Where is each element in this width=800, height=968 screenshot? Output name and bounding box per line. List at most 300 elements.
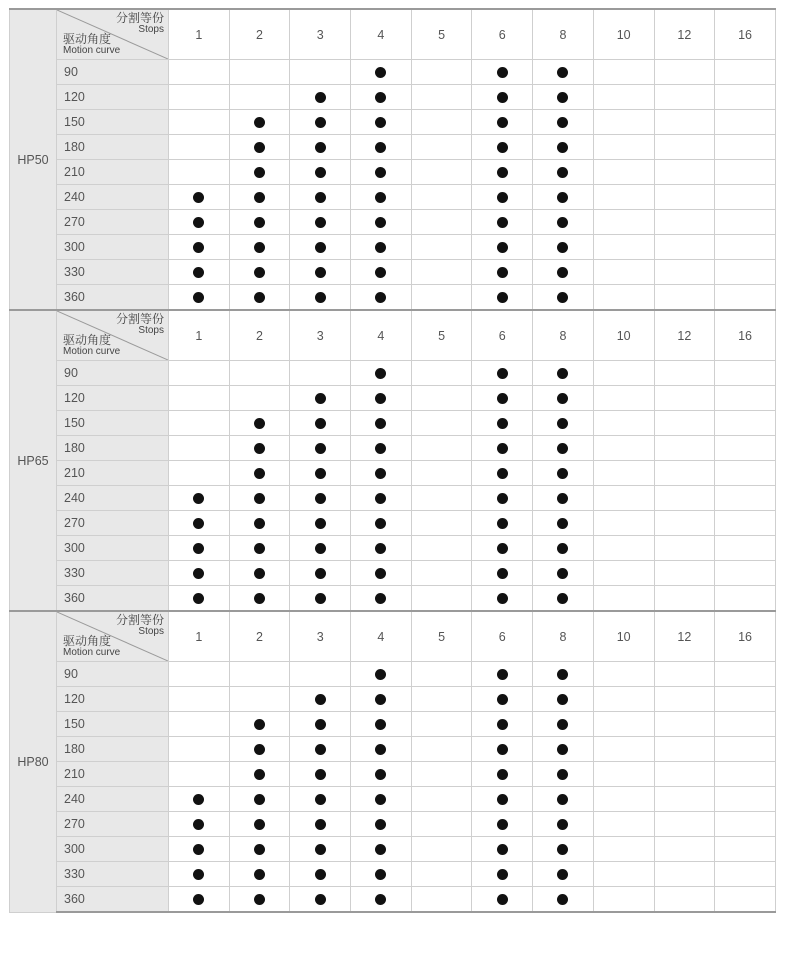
- availability-cell: [169, 135, 230, 160]
- availability-dot-icon: [375, 518, 386, 529]
- availability-dot-icon: [557, 192, 568, 203]
- availability-dot-icon: [557, 769, 568, 780]
- availability-dot-icon: [557, 568, 568, 579]
- availability-dot-icon: [315, 92, 326, 103]
- availability-cell: [290, 712, 351, 737]
- availability-dot-icon: [557, 694, 568, 705]
- motion-angle-label: 150: [57, 110, 169, 135]
- availability-cell: [411, 60, 472, 85]
- availability-cell: [533, 511, 594, 536]
- availability-cell: [472, 687, 533, 712]
- availability-dot-icon: [497, 368, 508, 379]
- availability-dot-icon: [497, 719, 508, 730]
- availability-cell: [472, 712, 533, 737]
- availability-cell: [229, 862, 290, 887]
- availability-dot-icon: [193, 869, 204, 880]
- availability-dot-icon: [497, 819, 508, 830]
- availability-cell: [290, 135, 351, 160]
- availability-cell: [654, 887, 715, 913]
- availability-cell: [654, 687, 715, 712]
- availability-cell: [229, 812, 290, 837]
- availability-cell: [533, 260, 594, 285]
- availability-dot-icon: [557, 167, 568, 178]
- availability-cell: [411, 185, 472, 210]
- availability-dot-icon: [254, 292, 265, 303]
- availability-cell: [533, 812, 594, 837]
- motion-angle-label: 330: [57, 260, 169, 285]
- availability-cell: [169, 737, 230, 762]
- availability-dot-icon: [193, 543, 204, 554]
- availability-cell: [593, 260, 654, 285]
- availability-cell: [169, 787, 230, 812]
- availability-cell: [351, 887, 412, 913]
- motion-curve-label-zh: 驱动角度: [63, 333, 112, 347]
- availability-cell: [169, 812, 230, 837]
- availability-cell: [290, 762, 351, 787]
- availability-cell: [169, 110, 230, 135]
- availability-dot-icon: [497, 869, 508, 880]
- availability-cell: [593, 461, 654, 486]
- availability-cell: [290, 411, 351, 436]
- availability-dot-icon: [557, 493, 568, 504]
- stops-label-en: Stops: [138, 24, 164, 35]
- availability-cell: [654, 235, 715, 260]
- availability-cell: [593, 762, 654, 787]
- stop-count-header: 16: [715, 310, 776, 361]
- availability-cell: [715, 687, 776, 712]
- stop-count-header: 6: [472, 9, 533, 60]
- availability-cell: [290, 235, 351, 260]
- availability-dot-icon: [193, 794, 204, 805]
- availability-cell: [472, 787, 533, 812]
- availability-dot-icon: [375, 468, 386, 479]
- model-label: HP65: [10, 310, 57, 611]
- availability-cell: [351, 862, 412, 887]
- availability-cell: [533, 536, 594, 561]
- availability-cell: [715, 887, 776, 913]
- availability-cell: [411, 260, 472, 285]
- availability-dot-icon: [497, 769, 508, 780]
- stop-count-header: 10: [593, 611, 654, 662]
- availability-cell: [715, 235, 776, 260]
- availability-cell: [715, 85, 776, 110]
- motion-angle-label: 360: [57, 285, 169, 311]
- stops-label-zh: 分割等份: [115, 613, 164, 627]
- availability-dot-icon: [497, 292, 508, 303]
- motion-angle-label: 90: [57, 361, 169, 386]
- availability-cell: [533, 837, 594, 862]
- table-row: [10, 887, 776, 913]
- availability-cell: [411, 536, 472, 561]
- availability-cell: [351, 436, 412, 461]
- availability-dot-icon: [254, 117, 265, 128]
- availability-cell: [229, 185, 290, 210]
- stop-count-header: 8: [533, 9, 594, 60]
- stop-count-header: 8: [533, 611, 594, 662]
- availability-dot-icon: [315, 267, 326, 278]
- availability-cell: [290, 160, 351, 185]
- stop-count-header: 3: [290, 310, 351, 361]
- availability-dot-icon: [254, 518, 265, 529]
- availability-dot-icon: [497, 167, 508, 178]
- availability-cell: [472, 762, 533, 787]
- availability-cell: [229, 787, 290, 812]
- availability-cell: [715, 361, 776, 386]
- availability-dot-icon: [557, 543, 568, 554]
- availability-dot-icon: [254, 443, 265, 454]
- motion-angle-label: 210: [57, 762, 169, 787]
- availability-cell: [290, 285, 351, 311]
- availability-dot-icon: [193, 217, 204, 228]
- availability-cell: [654, 511, 715, 536]
- availability-cell: [715, 160, 776, 185]
- availability-dot-icon: [315, 869, 326, 880]
- motion-angle-label: 240: [57, 486, 169, 511]
- availability-dot-icon: [375, 242, 386, 253]
- availability-dot-icon: [254, 869, 265, 880]
- availability-cell: [654, 461, 715, 486]
- availability-cell: [229, 60, 290, 85]
- availability-cell: [593, 837, 654, 862]
- availability-cell: [229, 662, 290, 687]
- availability-dot-icon: [254, 844, 265, 855]
- stop-count-header: 8: [533, 310, 594, 361]
- availability-cell: [593, 185, 654, 210]
- stop-count-header: 16: [715, 611, 776, 662]
- availability-cell: [715, 60, 776, 85]
- availability-cell: [715, 486, 776, 511]
- availability-cell: [351, 812, 412, 837]
- availability-cell: [472, 436, 533, 461]
- availability-dot-icon: [254, 468, 265, 479]
- motion-curve-label-en: Motion curve: [63, 45, 121, 56]
- stop-count-header: 1: [169, 611, 230, 662]
- availability-cell: [533, 210, 594, 235]
- availability-cell: [472, 285, 533, 311]
- header-diagonal-cell: [57, 9, 169, 60]
- availability-cell: [169, 60, 230, 85]
- availability-dot-icon: [375, 744, 386, 755]
- availability-cell: [351, 260, 412, 285]
- motion-curve-label-en: Motion curve: [63, 647, 121, 658]
- availability-cell: [351, 536, 412, 561]
- availability-cell: [351, 60, 412, 85]
- availability-cell: [654, 662, 715, 687]
- availability-cell: [290, 110, 351, 135]
- availability-dot-icon: [254, 593, 265, 604]
- table-row: [10, 160, 776, 185]
- motion-curve-label-zh: 驱动角度: [63, 634, 112, 648]
- availability-cell: [593, 285, 654, 311]
- availability-cell: [411, 386, 472, 411]
- availability-dot-icon: [497, 568, 508, 579]
- availability-cell: [169, 486, 230, 511]
- availability-dot-icon: [557, 117, 568, 128]
- availability-cell: [351, 110, 412, 135]
- availability-cell: [229, 110, 290, 135]
- availability-cell: [229, 135, 290, 160]
- motion-angle-label: 270: [57, 210, 169, 235]
- availability-cell: [654, 561, 715, 586]
- availability-dot-icon: [375, 267, 386, 278]
- availability-cell: [169, 887, 230, 913]
- availability-dot-icon: [193, 192, 204, 203]
- stops-label-zh: 分割等份: [115, 312, 164, 326]
- availability-cell: [411, 210, 472, 235]
- availability-dot-icon: [315, 819, 326, 830]
- availability-cell: [654, 762, 715, 787]
- availability-cell: [715, 411, 776, 436]
- availability-cell: [593, 687, 654, 712]
- table-row: [10, 536, 776, 561]
- availability-dot-icon: [315, 443, 326, 454]
- availability-cell: [411, 712, 472, 737]
- table-row: [10, 486, 776, 511]
- stop-count-header: 10: [593, 310, 654, 361]
- stop-count-header: 4: [351, 9, 412, 60]
- availability-dot-icon: [497, 267, 508, 278]
- availability-cell: [715, 135, 776, 160]
- availability-dot-icon: [254, 217, 265, 228]
- availability-cell: [472, 235, 533, 260]
- availability-cell: [229, 887, 290, 913]
- availability-cell: [593, 712, 654, 737]
- stops-header-row: [10, 310, 776, 361]
- availability-dot-icon: [497, 192, 508, 203]
- availability-cell: [411, 586, 472, 612]
- stop-count-header: 1: [169, 310, 230, 361]
- availability-cell: [715, 837, 776, 862]
- availability-cell: [533, 662, 594, 687]
- availability-cell: [654, 536, 715, 561]
- availability-cell: [351, 662, 412, 687]
- availability-dot-icon: [497, 142, 508, 153]
- availability-cell: [169, 762, 230, 787]
- availability-cell: [715, 737, 776, 762]
- availability-cell: [351, 411, 412, 436]
- availability-dot-icon: [557, 368, 568, 379]
- availability-cell: [411, 411, 472, 436]
- stop-count-header: 5: [411, 310, 472, 361]
- availability-cell: [411, 787, 472, 812]
- availability-dot-icon: [193, 568, 204, 579]
- availability-dot-icon: [315, 794, 326, 805]
- stops-header-row: [10, 9, 776, 60]
- availability-cell: [472, 812, 533, 837]
- motion-angle-label: 300: [57, 536, 169, 561]
- table-row: [10, 561, 776, 586]
- motion-angle-label: 240: [57, 185, 169, 210]
- availability-cell: [411, 837, 472, 862]
- table-row: [10, 511, 776, 536]
- availability-cell: [715, 787, 776, 812]
- availability-cell: [229, 737, 290, 762]
- availability-cell: [472, 862, 533, 887]
- stop-count-header: 12: [654, 310, 715, 361]
- availability-dot-icon: [315, 518, 326, 529]
- table-row: [10, 285, 776, 311]
- availability-dot-icon: [375, 593, 386, 604]
- table-row: [10, 712, 776, 737]
- availability-dot-icon: [497, 418, 508, 429]
- availability-cell: [290, 737, 351, 762]
- availability-dot-icon: [497, 694, 508, 705]
- availability-cell: [593, 561, 654, 586]
- stop-count-header: 2: [229, 310, 290, 361]
- availability-cell: [229, 411, 290, 436]
- availability-dot-icon: [375, 794, 386, 805]
- availability-cell: [533, 361, 594, 386]
- availability-dot-icon: [375, 217, 386, 228]
- availability-cell: [411, 862, 472, 887]
- availability-dot-icon: [375, 819, 386, 830]
- availability-cell: [654, 486, 715, 511]
- availability-cell: [169, 837, 230, 862]
- availability-dot-icon: [254, 142, 265, 153]
- stop-count-header: 16: [715, 9, 776, 60]
- availability-cell: [533, 160, 594, 185]
- table-row: [10, 386, 776, 411]
- availability-cell: [472, 586, 533, 612]
- availability-dot-icon: [254, 819, 265, 830]
- availability-cell: [533, 687, 594, 712]
- availability-cell: [351, 135, 412, 160]
- availability-dot-icon: [375, 568, 386, 579]
- availability-dot-icon: [497, 543, 508, 554]
- availability-dot-icon: [375, 493, 386, 504]
- stop-count-header: 5: [411, 9, 472, 60]
- availability-cell: [411, 662, 472, 687]
- availability-cell: [654, 110, 715, 135]
- availability-cell: [411, 887, 472, 913]
- stop-count-header: 4: [351, 310, 412, 361]
- table-row: [10, 586, 776, 612]
- availability-cell: [169, 361, 230, 386]
- availability-cell: [715, 260, 776, 285]
- motion-angle-label: 300: [57, 837, 169, 862]
- availability-dot-icon: [375, 142, 386, 153]
- motion-angle-label: 120: [57, 386, 169, 411]
- availability-cell: [472, 260, 533, 285]
- availability-cell: [715, 662, 776, 687]
- availability-cell: [715, 862, 776, 887]
- availability-cell: [169, 662, 230, 687]
- availability-dot-icon: [557, 92, 568, 103]
- motion-angle-label: 240: [57, 787, 169, 812]
- availability-cell: [472, 160, 533, 185]
- availability-dot-icon: [254, 192, 265, 203]
- table-row: [10, 812, 776, 837]
- motion-angle-label: 270: [57, 511, 169, 536]
- stop-count-header: 5: [411, 611, 472, 662]
- availability-dot-icon: [497, 217, 508, 228]
- table-row: [10, 862, 776, 887]
- availability-cell: [229, 436, 290, 461]
- availability-cell: [290, 662, 351, 687]
- availability-cell: [351, 285, 412, 311]
- availability-dot-icon: [497, 92, 508, 103]
- table-row: [10, 436, 776, 461]
- availability-cell: [290, 461, 351, 486]
- availability-cell: [593, 60, 654, 85]
- availability-cell: [715, 511, 776, 536]
- availability-dot-icon: [375, 543, 386, 554]
- availability-dot-icon: [497, 593, 508, 604]
- availability-cell: [593, 160, 654, 185]
- availability-cell: [533, 862, 594, 887]
- availability-cell: [533, 85, 594, 110]
- availability-dot-icon: [497, 393, 508, 404]
- availability-dot-icon: [375, 368, 386, 379]
- availability-cell: [472, 511, 533, 536]
- availability-cell: [654, 837, 715, 862]
- spec-table: [9, 8, 776, 913]
- availability-cell: [533, 887, 594, 913]
- availability-cell: [290, 536, 351, 561]
- availability-dot-icon: [375, 292, 386, 303]
- availability-cell: [715, 712, 776, 737]
- availability-cell: [411, 812, 472, 837]
- availability-dot-icon: [315, 468, 326, 479]
- availability-cell: [654, 285, 715, 311]
- availability-cell: [654, 787, 715, 812]
- availability-cell: [533, 185, 594, 210]
- stops-label-en: Stops: [138, 626, 164, 637]
- availability-cell: [472, 536, 533, 561]
- availability-cell: [411, 110, 472, 135]
- availability-cell: [593, 361, 654, 386]
- availability-cell: [472, 85, 533, 110]
- availability-cell: [593, 862, 654, 887]
- motion-angle-label: 270: [57, 812, 169, 837]
- availability-cell: [593, 436, 654, 461]
- availability-dot-icon: [375, 769, 386, 780]
- availability-cell: [472, 411, 533, 436]
- header-diagonal-cell: [57, 611, 169, 662]
- availability-dot-icon: [557, 669, 568, 680]
- motion-angle-label: 180: [57, 135, 169, 160]
- availability-cell: [229, 561, 290, 586]
- availability-dot-icon: [254, 167, 265, 178]
- availability-cell: [229, 687, 290, 712]
- availability-cell: [229, 486, 290, 511]
- availability-cell: [472, 662, 533, 687]
- table-row: [10, 687, 776, 712]
- availability-cell: [229, 586, 290, 612]
- availability-dot-icon: [557, 418, 568, 429]
- availability-cell: [411, 511, 472, 536]
- availability-dot-icon: [315, 769, 326, 780]
- availability-cell: [472, 60, 533, 85]
- stop-count-header: 3: [290, 611, 351, 662]
- availability-cell: [290, 887, 351, 913]
- motion-angle-label: 330: [57, 862, 169, 887]
- availability-dot-icon: [375, 694, 386, 705]
- availability-dot-icon: [557, 142, 568, 153]
- availability-dot-icon: [315, 292, 326, 303]
- availability-cell: [593, 662, 654, 687]
- availability-dot-icon: [254, 894, 265, 905]
- availability-cell: [654, 586, 715, 612]
- table-row: [10, 85, 776, 110]
- stops-label-zh: 分割等份: [115, 11, 164, 25]
- availability-cell: [411, 160, 472, 185]
- availability-cell: [472, 135, 533, 160]
- availability-cell: [654, 135, 715, 160]
- availability-cell: [472, 486, 533, 511]
- availability-dot-icon: [557, 894, 568, 905]
- availability-cell: [472, 561, 533, 586]
